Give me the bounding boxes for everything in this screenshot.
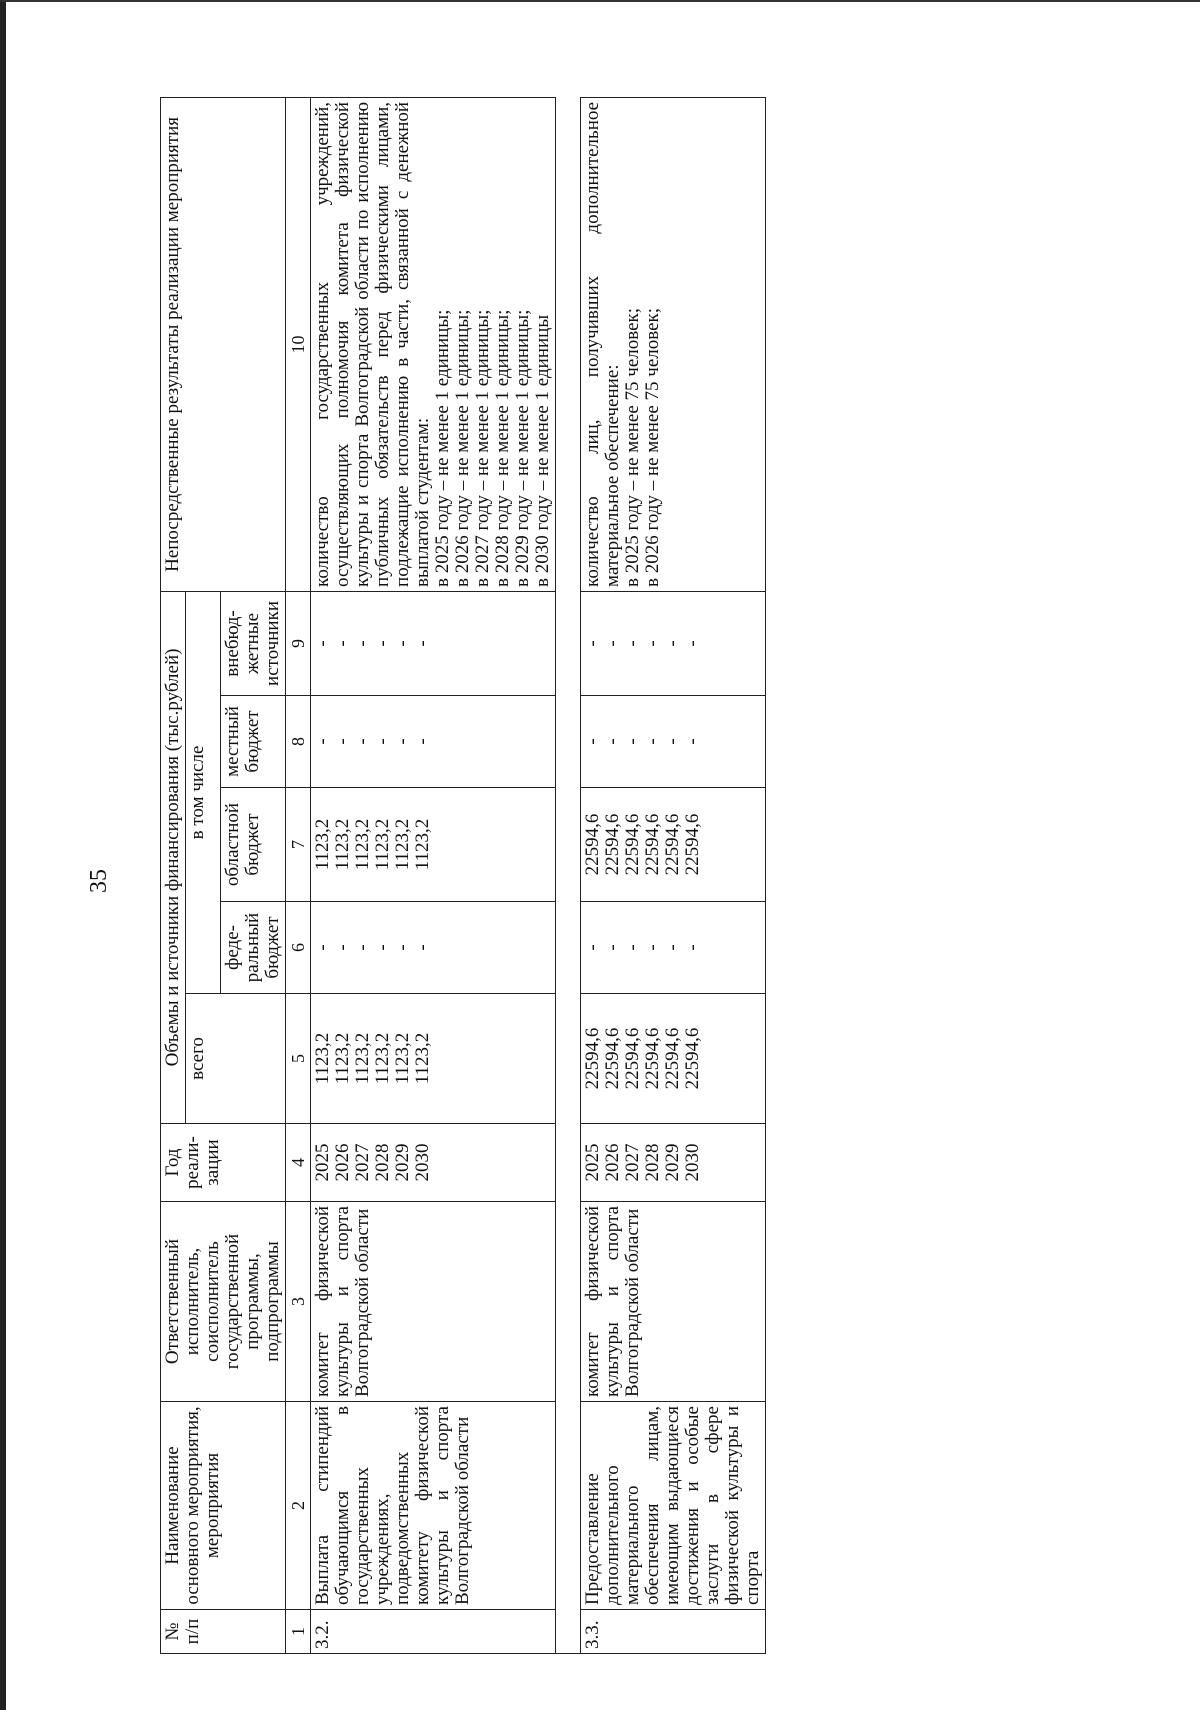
extrabudget-value: - [582,640,603,647]
total-value: 1123,2 [312,1032,333,1085]
financing-table [160,97,766,1654]
year-value: 2028 [372,1143,393,1182]
gap-cell [556,1610,581,1654]
col-number: 3 [286,1202,311,1402]
federal-cell [581,902,766,994]
federal-value: - [602,944,623,951]
extrabudget-value: - [682,640,703,647]
header-executor: Ответственный исполнитель, соисполнитель государственной программы, подпрограммы [161,1202,286,1402]
gap-cell [556,1202,581,1402]
total-value: 1123,2 [332,1032,353,1085]
column-number-row [286,97,311,1653]
regional-value: 22594,6 [582,813,603,876]
federal-value: - [412,944,433,951]
extrabudget-value: - [372,640,393,647]
extrabudget-cell [311,591,556,695]
header-extrabudget: внебюд-жетные источники [221,591,286,695]
table-row [581,97,766,1653]
year-value: 2027 [622,1143,643,1182]
extrabudget-value: - [622,640,643,647]
row-number: 3.3. [581,1610,766,1654]
year-value: 2025 [312,1143,333,1182]
col-number: 8 [286,696,311,788]
year-value: 2025 [582,1143,603,1182]
regional-value: 1123,2 [332,818,353,871]
years-cell [311,1124,556,1202]
header-including: в том числе [186,591,221,993]
regional-value: 1123,2 [392,818,413,871]
result-cell: количество государственных учреждений, осуществляющих полномочия комитета физической культуры и спорта Волгоградской области по исполнению публичных обязательств перед физическими лицами, подлежащие исполнению в части, связанной с денежной выплатой студентам: в 2025 году – не менее 1 единицы; в 2026 году – не менее 1 единицы; в 2027 году – не менее 1 единицы; в 2028 году – не менее 1 единицы; в 2029 году – не менее 1 единицы; в 2030 году – не менее 1 единицы [311,97,556,591]
regional-cell [311,788,556,902]
regional-value: 22594,6 [662,813,683,876]
total-value: 22594,6 [622,1027,643,1090]
col-number: 5 [286,994,311,1124]
header-local: местный бюджет [221,696,286,788]
year-value: 2028 [642,1143,663,1182]
year-value: 2026 [602,1143,623,1182]
local-value: - [412,738,433,745]
gap-cell [556,1402,581,1610]
extrabudget-value: - [642,640,663,647]
year-value: 2029 [662,1143,683,1182]
header-total: всего [186,994,286,1124]
total-cell [311,994,556,1124]
table-row [311,97,556,1653]
header-year: Год реали-зации [161,1124,286,1202]
federal-value: - [682,944,703,951]
year-value: 2027 [352,1143,373,1182]
federal-cell [311,902,556,994]
extrabudget-value: - [602,640,623,647]
header-name: Наименование основного мероприятия, мероприятия [161,1402,286,1610]
gap-cell [556,994,581,1124]
extrabudget-cell [581,591,766,695]
gap-cell [556,696,581,788]
gap-cell [556,1124,581,1202]
page-number: 35 [86,869,112,893]
regional-value: 1123,2 [412,818,433,871]
total-value: 1123,2 [352,1032,373,1085]
activity-name: Предоставление дополнительного материального обеспечения лицам, имеющим выдающиеся достижения и особые заслуги в сфере физической культуры и спорта [581,1402,766,1610]
result-cell: количество лиц, получивших дополнительное материальное обеспечение: в 2025 году – не менее 75 человек; в 2026 году – не менее 75 человек; [581,97,766,591]
local-value: - [602,738,623,745]
col-number: 1 [286,1610,311,1654]
local-value: - [642,738,663,745]
year-value: 2026 [332,1143,353,1182]
regional-value: 1123,2 [312,818,333,871]
year-value: 2029 [392,1143,413,1182]
regional-value: 22594,6 [682,813,703,876]
federal-value: - [582,944,603,951]
extrabudget-value: - [662,640,683,647]
regional-value: 22594,6 [622,813,643,876]
local-value: - [582,738,603,745]
local-value: - [332,738,353,745]
gap-cell [556,902,581,994]
header-financing-group: Объемы и источники финансирования (тыс.рублей) [161,591,186,1123]
header-regional: областной бюджет [221,788,286,902]
header-num: № п/п [161,1610,286,1654]
extrabudget-value: - [332,640,353,647]
regional-value: 22594,6 [602,813,623,876]
gap-cell [556,788,581,902]
header-results: Непосредственные результаты реализации мероприятия [161,97,286,591]
regional-value: 1123,2 [352,818,373,871]
gap-cell [556,591,581,695]
col-number: 4 [286,1124,311,1202]
row-number: 3.2. [311,1610,556,1654]
activity-name: Выплата стипендий обучающимся в государственных учреждениях, подведомственных комитету физической культуры и спорта Волгоградской области [311,1402,556,1610]
extrabudget-value: - [352,640,373,647]
col-number: 6 [286,902,311,994]
gap-cell [556,97,581,591]
federal-value: - [622,944,643,951]
table-body [311,97,766,1653]
regional-value: 1123,2 [372,818,393,871]
col-number: 2 [286,1402,311,1610]
federal-value: - [392,944,413,951]
local-value: - [682,738,703,745]
total-value: 22594,6 [602,1027,623,1090]
executor: комитет физической культуры и спорта Волгоградской области [581,1202,766,1402]
federal-value: - [662,944,683,951]
federal-value: - [332,944,353,951]
total-value: 1123,2 [372,1032,393,1085]
extrabudget-value: - [412,640,433,647]
federal-value: - [372,944,393,951]
col-number: 9 [286,591,311,695]
local-value: - [312,738,333,745]
extrabudget-value: - [392,640,413,647]
regional-value: 22594,6 [642,813,663,876]
total-value: 1123,2 [392,1032,413,1085]
regional-cell [581,788,766,902]
year-value: 2030 [412,1143,433,1182]
years-cell [581,1124,766,1202]
local-value: - [622,738,643,745]
col-number: 10 [286,97,311,591]
year-value: 2030 [682,1143,703,1182]
federal-value: - [642,944,663,951]
executor: комитет физической культуры и спорта Волгоградской области [311,1202,556,1402]
local-value: - [662,738,683,745]
federal-value: - [312,944,333,951]
local-cell [311,696,556,788]
extrabudget-value: - [312,640,333,647]
total-value: 22594,6 [582,1027,603,1090]
local-cell [581,696,766,788]
col-number: 7 [286,788,311,902]
federal-value: - [352,944,373,951]
local-value: - [352,738,373,745]
total-cell [581,994,766,1124]
table-header [161,97,311,1653]
header-federal: феде-ральный бюджет [221,902,286,994]
total-value: 22594,6 [662,1027,683,1090]
total-value: 1123,2 [412,1032,433,1085]
total-value: 22594,6 [642,1027,663,1090]
row-gap [556,97,581,1653]
total-value: 22594,6 [682,1027,703,1090]
local-value: - [392,738,413,745]
local-value: - [372,738,393,745]
